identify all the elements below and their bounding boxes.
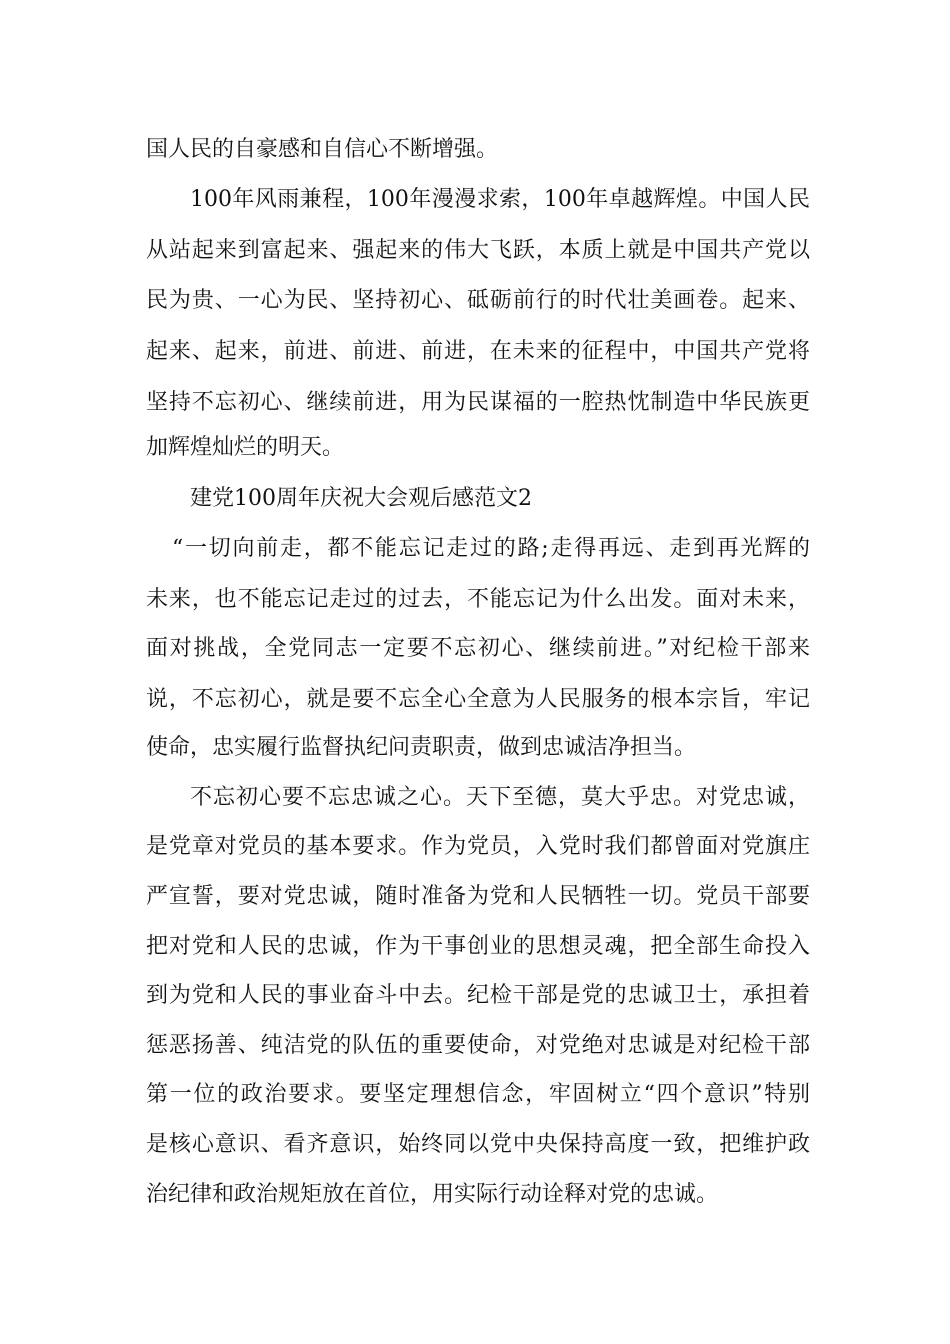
text-line: 面对挑战，全党同志一定要不忘初心、继续前进。”对纪检干部来 <box>146 636 810 661</box>
text-line: 是党章对党员的基本要求。作为党员，入党时我们都曾面对党旗庄 <box>146 834 810 859</box>
text-line: 不忘初心要不忘忠诚之心。天下至德，莫大乎忠。对党忠诚， <box>190 785 810 810</box>
text-line: 使命，忠实履行监督执纪问责职责，做到忠诚洁净担当。 <box>146 735 697 760</box>
text-line: 说，不忘初心，就是要不忘全心全意为人民服务的根本宗旨，牢记 <box>146 687 810 712</box>
text-line: 100年风雨兼程，100年漫漫求索，100年卓越辉煌。中国人民 <box>190 187 810 212</box>
text-line: 第一位的政治要求。要坚定理想信念，牢固树立“四个意识”特别 <box>146 1082 810 1107</box>
text-line: 到为党和人民的事业奋斗中去。纪检干部是党的忠诚卫士，承担着 <box>146 983 810 1008</box>
text-line: 是核心意识、看齐意识，始终同以党中央保持高度一致，把维护政 <box>146 1132 810 1157</box>
text-line: 治纪律和政治规矩放在首位，用实际行动诠释对党的忠诚。 <box>146 1182 719 1207</box>
text-line: 从站起来到富起来、强起来的伟大飞跃，本质上就是中国共产党以 <box>146 238 810 263</box>
text-line: 民为贵、一心为民、坚持初心、砥砺前行的时代壮美画卷。起来、 <box>146 288 810 313</box>
text-line: 加辉煌灿烂的明天。 <box>146 435 345 460</box>
text-line: 把对党和人民的忠诚，作为干事创业的思想灵魂，把全部生命投入 <box>146 934 810 959</box>
text-line: 未来，也不能忘记走过的过去，不能忘记为什么出发。面对未来， <box>146 587 810 612</box>
text-line: 起来、起来，前进、前进、前进，在未来的征程中，中国共产党将 <box>146 339 810 364</box>
text-line: 国人民的自豪感和自信心不断增强。 <box>146 137 499 162</box>
text-line: “一切向前走，都不能忘记走过的路;走得再远、走到再光辉的 <box>172 536 810 561</box>
text-line: 坚持不忘初心、继续前进，用为民谋福的一腔热忱制造中华民族更 <box>146 390 810 415</box>
text-line: 严宣誓，要对党忠诚，随时准备为党和人民牺牲一切。党员干部要 <box>146 884 810 909</box>
section-heading: 建党100周年庆祝大会观后感范文2 <box>190 486 532 511</box>
text-line: 惩恶扬善、纯洁党的队伍的重要使命，对党绝对忠诚是对纪检干部 <box>146 1033 810 1058</box>
